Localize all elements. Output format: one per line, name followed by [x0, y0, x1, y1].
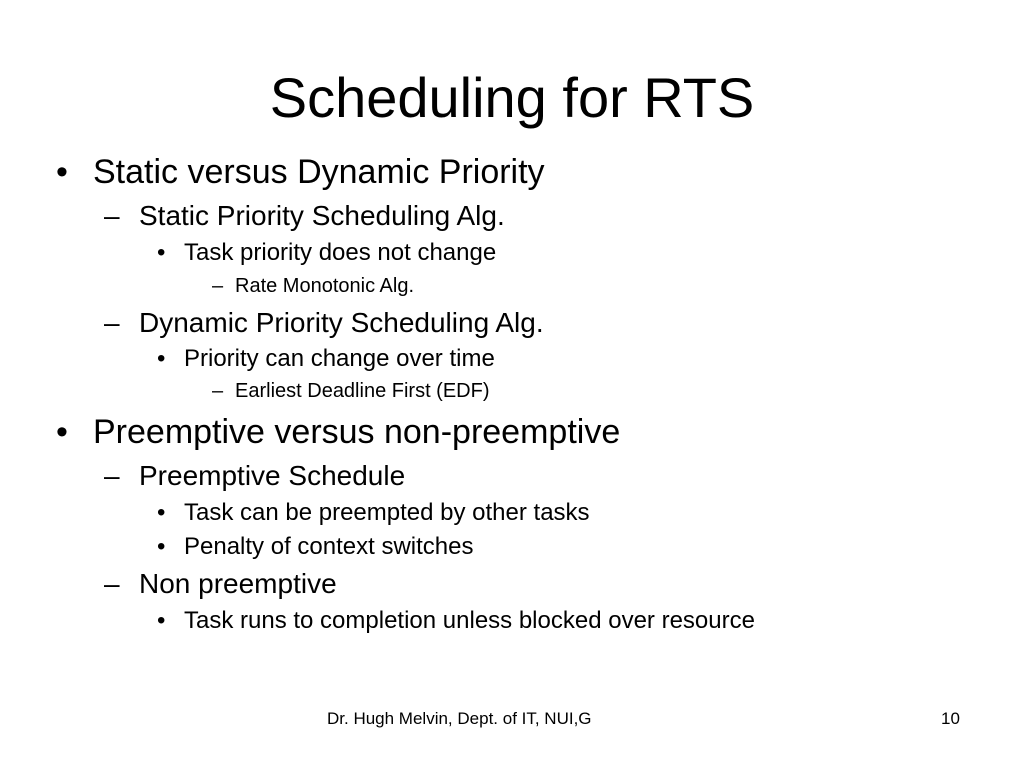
dash-marker: – — [104, 568, 120, 599]
dash-marker: – — [104, 200, 120, 231]
bullet-task-priority-static: Task priority does not change — [184, 239, 497, 266]
bullet-marker: • — [157, 499, 166, 526]
bullet-edf: Earliest Deadline First (EDF) — [235, 380, 490, 402]
bullet-marker: • — [157, 239, 166, 266]
slide-number: 10 — [941, 709, 960, 728]
bullet-context-switch-penalty: Penalty of context switches — [184, 533, 474, 560]
bullet-rate-monotonic: Rate Monotonic Alg. — [235, 275, 414, 297]
bullet-runs-to-completion: Task runs to completion unless blocked over resource — [184, 607, 755, 634]
bullet-preemptive-vs-non: Preemptive versus non-preemptive — [93, 413, 621, 451]
bullet-marker: • — [157, 533, 166, 560]
slide-title: Scheduling for RTS — [269, 66, 755, 129]
dash-marker: – — [104, 460, 120, 491]
bullet-marker: • — [157, 607, 166, 634]
footer-author: Dr. Hugh Melvin, Dept. of IT, NUI,G — [327, 709, 592, 728]
bullet-marker: • — [56, 413, 68, 451]
bullet-priority-can-change: Priority can change over time — [184, 345, 495, 372]
bullet-marker: • — [56, 153, 68, 191]
dash-marker: – — [212, 380, 224, 402]
bullet-task-preempted: Task can be preempted by other tasks — [184, 499, 590, 526]
dash-marker: – — [104, 307, 120, 338]
bullet-marker: • — [157, 345, 166, 372]
bullet-preemptive-schedule: Preemptive Schedule — [139, 460, 406, 491]
bullet-non-preemptive: Non preemptive — [139, 568, 337, 599]
bullet-static-vs-dynamic: Static versus Dynamic Priority — [93, 153, 545, 191]
dash-marker: – — [212, 275, 224, 297]
bullet-dynamic-priority-alg: Dynamic Priority Scheduling Alg. — [139, 307, 544, 338]
bullet-static-priority-alg: Static Priority Scheduling Alg. — [139, 200, 505, 231]
